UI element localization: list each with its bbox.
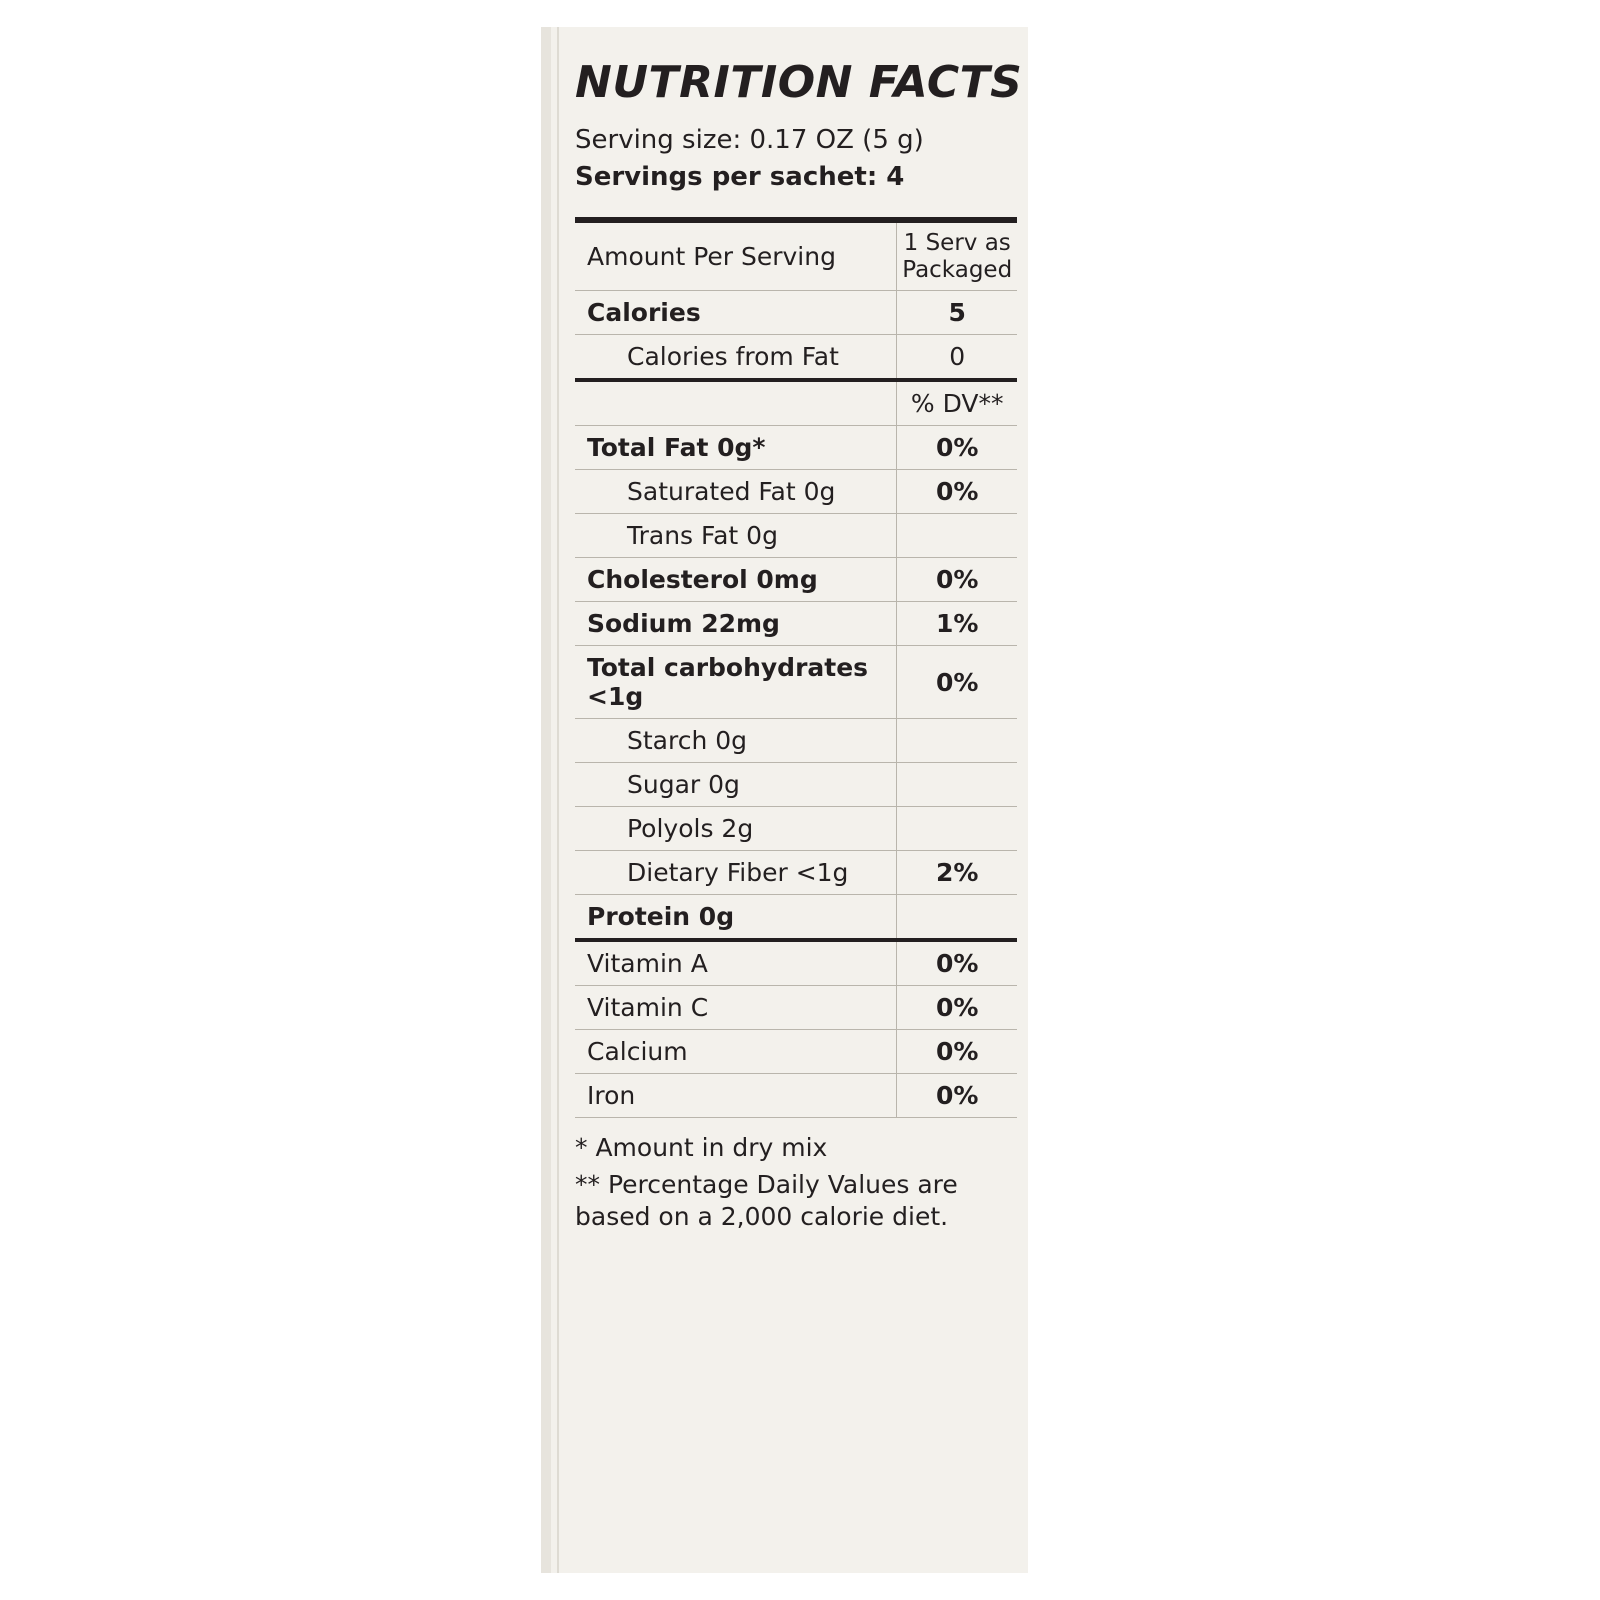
nutrition-table: [575, 217, 1017, 1118]
amount-per-serving-header: Amount Per Serving: [575, 220, 897, 290]
row-label: Sodium 22mg: [575, 602, 897, 646]
footnote-dry-mix: * Amount in dry mix: [575, 1133, 828, 1163]
table-row: [575, 1074, 1017, 1118]
table-row: [575, 719, 1017, 763]
serving-size-text: Serving size: 0.17 OZ (5 g): [575, 125, 924, 156]
table-row-header: [575, 220, 1017, 290]
row-label: Protein 0g: [575, 895, 897, 941]
table-row-dv-header: [575, 380, 1017, 426]
row-value: 0%: [897, 1074, 1017, 1118]
servings-per-container-text: Servings per sachet: 4: [575, 161, 905, 192]
row-label: Vitamin A: [575, 940, 897, 986]
row-value: [897, 763, 1017, 807]
row-label: Trans Fat 0g: [575, 514, 897, 558]
table-row: [575, 514, 1017, 558]
table-row: [575, 807, 1017, 851]
row-value: 0%: [897, 558, 1017, 602]
table-row: [575, 335, 1017, 381]
row-value: 0%: [897, 470, 1017, 514]
table-row: [575, 763, 1017, 807]
daily-value-header: % DV**: [897, 380, 1017, 426]
table-row: [575, 291, 1017, 335]
row-label: Total carbohydrates <1g: [575, 646, 897, 719]
row-value: 1%: [897, 602, 1017, 646]
table-row: [575, 426, 1017, 470]
table-row: [575, 602, 1017, 646]
row-value: [897, 514, 1017, 558]
table-row: [575, 558, 1017, 602]
footnotes: [575, 1132, 1017, 1234]
table-row: [575, 851, 1017, 895]
row-label: Sugar 0g: [575, 763, 897, 807]
row-value: 0%: [897, 1030, 1017, 1074]
row-label: Calories: [575, 291, 897, 335]
row-value: [897, 719, 1017, 763]
row-label: Calories from Fat: [575, 335, 897, 381]
row-label: Cholesterol 0mg: [575, 558, 897, 602]
row-label: Dietary Fiber <1g: [575, 851, 897, 895]
table-row: [575, 470, 1017, 514]
row-value: 0: [897, 335, 1017, 381]
table-row: [575, 1030, 1017, 1074]
row-label: Iron: [575, 1074, 897, 1118]
row-label: Total Fat 0g*: [575, 426, 897, 470]
row-value: [897, 807, 1017, 851]
panel-fold-edge: [541, 27, 551, 1573]
column-header-serving: 1 Serv as Packaged: [897, 220, 1017, 290]
table-row: [575, 940, 1017, 986]
nutrition-facts-block: [575, 57, 1023, 1238]
page-title: NUTRITION FACTS: [575, 57, 1023, 108]
row-value: 0%: [897, 940, 1017, 986]
table-row: [575, 895, 1017, 941]
row-value: 0%: [897, 426, 1017, 470]
row-label: Calcium: [575, 1030, 897, 1074]
footnote-daily-values: ** Percentage Daily Values are based on a 2,000 calorie diet.: [575, 1169, 958, 1232]
row-value: 0%: [897, 646, 1017, 719]
table-row: [575, 646, 1017, 719]
row-label: Starch 0g: [575, 719, 897, 763]
row-value: [897, 895, 1017, 941]
panel-fold-line: [557, 27, 559, 1573]
table-row: [575, 986, 1017, 1030]
row-value: 5: [897, 291, 1017, 335]
row-value: 2%: [897, 851, 1017, 895]
row-label: Vitamin C: [575, 986, 897, 1030]
row-label-empty: [575, 380, 897, 426]
row-label: Saturated Fat 0g: [575, 470, 897, 514]
row-value: 0%: [897, 986, 1017, 1030]
row-label: Polyols 2g: [575, 807, 897, 851]
